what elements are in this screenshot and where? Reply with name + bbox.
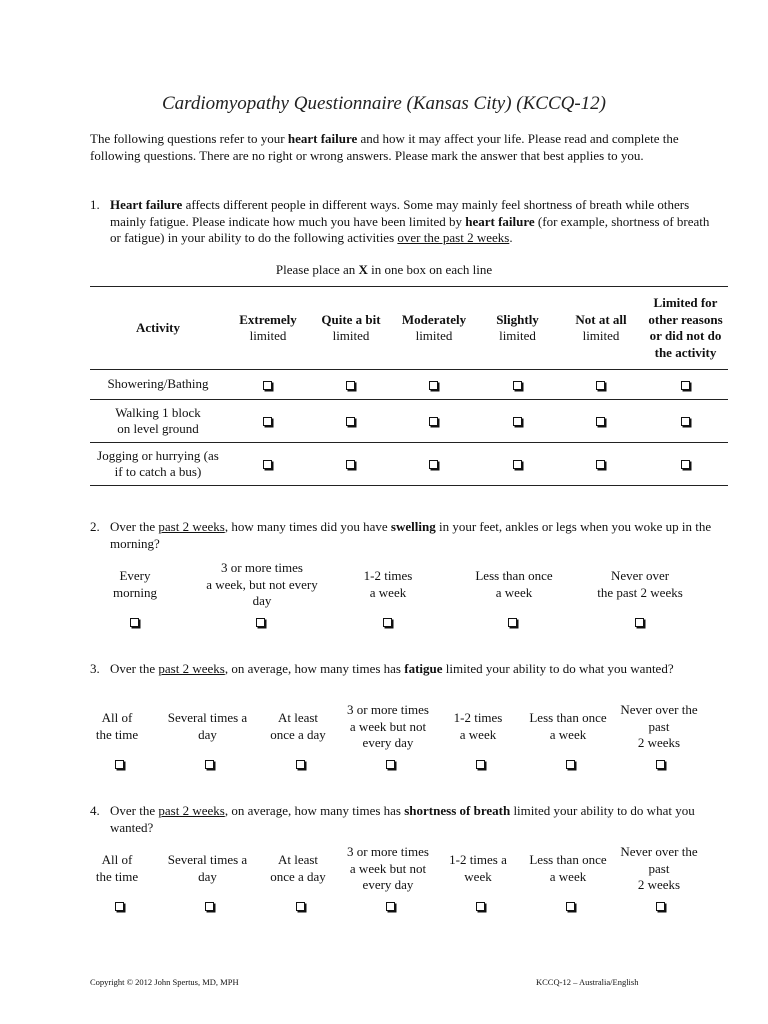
checkbox-q3-never[interactable]	[656, 760, 665, 769]
q4-checkbox-2-wrap	[205, 897, 215, 914]
option-3-or-more-times: 3 or more times a week but not every day	[347, 702, 429, 750]
q3-checkbox-5-wrap	[476, 755, 486, 772]
question-4: 4. Over the past 2 weeks, on average, how many times has shortness of breath limited your ability to do what you wanted?	[90, 803, 715, 836]
checkbox-slightly[interactable]	[513, 381, 522, 390]
footer-copyright: Copyright © 2012 John Spertus, MD, MPH	[90, 977, 239, 987]
q4-checkbox-1-wrap	[115, 897, 125, 914]
question-3: 3. Over the past 2 weeks, on average, how many times has fatigue limited your ability to do what you wanted?	[90, 661, 715, 678]
checkbox-q4-3-or-more[interactable]	[386, 902, 395, 911]
option-3-or-more-times: 3 or more times a week but not every day	[347, 844, 429, 892]
checkbox-q2-every-morning[interactable]	[130, 618, 139, 627]
activity-limitation-table	[90, 286, 728, 486]
q3-checkbox-4-wrap	[386, 755, 396, 772]
q2-checkbox-3-wrap	[383, 613, 393, 630]
col-header-extremely: Extremely limited	[226, 287, 310, 370]
table-row	[90, 400, 728, 443]
page-title: Cardiomyopathy Questionnaire (Kansas City) (KCCQ-12)	[161, 93, 606, 114]
checkbox-limited-other[interactable]	[681, 417, 690, 426]
q4-checkbox-7-wrap	[656, 897, 666, 914]
option-never-over: Never over the past 2 weeks	[620, 702, 698, 750]
checkbox-not-at-all[interactable]	[596, 417, 605, 426]
q3-checkbox-7-wrap	[656, 755, 666, 772]
checkbox-q3-at-least-once[interactable]	[296, 760, 305, 769]
option-several-times-a-day: Several times a day	[167, 710, 248, 742]
checkbox-q3-several-times[interactable]	[205, 760, 214, 769]
checkbox-quite-a-bit[interactable]	[346, 381, 355, 390]
col-header-quite-a-bit: Quite a bit limited	[310, 287, 392, 370]
option-1-2-times: 1-2 times a week	[363, 568, 413, 600]
col-header-not-at-all: Not at all limited	[559, 287, 643, 370]
option-less-than-once: Less than once a week	[529, 710, 607, 742]
col-header-limited-other: Limited for other reasons or did not do the activity	[643, 287, 728, 370]
checkbox-q3-all-of-the-time[interactable]	[115, 760, 124, 769]
checkbox-q4-all-of-the-time[interactable]	[115, 902, 124, 911]
table-row	[90, 443, 728, 486]
col-header-slightly: Slightly limited	[476, 287, 559, 370]
question-2-text: Over the past 2 weeks, how many times did you have swelling in your feet, ankles or legs when you woke up in the morning?	[110, 519, 712, 551]
q2-checkbox-5-wrap	[635, 613, 645, 630]
instruction-text: Please place an X in one box on each line	[275, 262, 493, 277]
option-all-of-the-time: All of the time	[95, 852, 139, 884]
question-1: 1. Heart failure affects different people in different ways. Some may mainly feel shortness of breath while others mainly fatigue. Please indicate how much you have been limited by heart failure (for example, shortness of breath or fatigue) in your ability to do the following activities over the past 2 weeks.	[90, 197, 715, 247]
question-2: 2. Over the past 2 weeks, how many times did you have swelling in your feet, ankles or legs when you woke up in the morning?	[90, 519, 715, 552]
option-at-least-once-a-day: At least once a day	[270, 710, 326, 742]
activity-label: Showering/Bathing	[107, 376, 209, 392]
question-1-text: Heart failure affects different people in different ways. Some may mainly feel shortness of breath while others mainly fatigue. Please indicate how much you have been limited by heart failure (for example, shortness of breath or fatigue) in your ability to do the following activities over the past 2 weeks.	[110, 197, 710, 245]
q4-checkbox-4-wrap	[386, 897, 396, 914]
activity-label: Walking 1 block on level ground	[115, 404, 201, 436]
checkbox-q4-never[interactable]	[656, 902, 665, 911]
q4-checkbox-3-wrap	[296, 897, 306, 914]
checkbox-extremely[interactable]	[263, 381, 272, 390]
q2-checkbox-1-wrap	[130, 613, 140, 630]
table-header-row	[90, 287, 728, 370]
option-every-morning: Every morning	[112, 568, 158, 600]
q3-checkbox-1-wrap	[115, 755, 125, 772]
checkbox-quite-a-bit[interactable]	[346, 417, 355, 426]
checkbox-q4-1-2-times[interactable]	[476, 902, 485, 911]
checkbox-slightly[interactable]	[513, 417, 522, 426]
checkbox-q2-less-than-once[interactable]	[508, 618, 517, 627]
checkbox-limited-other[interactable]	[681, 381, 690, 390]
checkbox-q4-less-than-once[interactable]	[566, 902, 575, 911]
q4-checkbox-6-wrap	[566, 897, 576, 914]
checkbox-moderately[interactable]	[429, 460, 438, 469]
table-row	[90, 370, 728, 400]
q3-checkbox-2-wrap	[205, 755, 215, 772]
checkbox-q4-at-least-once[interactable]	[296, 902, 305, 911]
intro-paragraph: The following questions refer to your heart failure and how it may affect your life. Please read and complete the following questions. There are no right or wrong answers. Please mark the answer that best applies to you.	[90, 131, 679, 163]
q2-checkbox-2-wrap	[256, 613, 266, 630]
option-1-2-times: 1-2 times a week	[453, 710, 503, 742]
col-header-activity: Activity	[90, 287, 226, 370]
option-never-over: Never over the past 2 weeks	[620, 844, 698, 892]
q4-checkbox-5-wrap	[476, 897, 486, 914]
checkbox-q3-less-than-once[interactable]	[566, 760, 575, 769]
checkbox-limited-other[interactable]	[681, 460, 690, 469]
option-at-least-once-a-day: At least once a day	[270, 852, 326, 884]
q2-checkbox-4-wrap	[508, 613, 518, 630]
option-all-of-the-time: All of the time	[95, 710, 139, 742]
checkbox-q2-never[interactable]	[635, 618, 644, 627]
checkbox-q4-several-times[interactable]	[205, 902, 214, 911]
option-3-or-more-times: 3 or more times a week, but not every day	[206, 560, 318, 608]
question-3-text: Over the past 2 weeks, on average, how many times has fatigue limited your ability to do what you wanted?	[110, 661, 674, 676]
footer-version: KCCQ-12 – Australia/English	[536, 977, 639, 987]
option-less-than-once: Less than once a week	[529, 852, 607, 884]
checkbox-q2-3-or-more[interactable]	[256, 618, 265, 627]
checkbox-q3-1-2-times[interactable]	[476, 760, 485, 769]
checkbox-moderately[interactable]	[429, 417, 438, 426]
checkbox-not-at-all[interactable]	[596, 460, 605, 469]
option-several-times-a-day: Several times a day	[167, 852, 248, 884]
option-never-over: Never over the past 2 weeks	[597, 568, 683, 600]
q3-checkbox-3-wrap	[296, 755, 306, 772]
checkbox-q2-1-2-times[interactable]	[383, 618, 392, 627]
question-4-text: Over the past 2 weeks, on average, how many times has shortness of breath limited your ability to do what you wanted?	[110, 803, 695, 835]
checkbox-extremely[interactable]	[263, 417, 272, 426]
option-1-2-times-a-week: 1-2 times a week	[449, 852, 507, 884]
col-header-moderately: Moderately limited	[392, 287, 476, 370]
q3-checkbox-6-wrap	[566, 755, 576, 772]
checkbox-quite-a-bit[interactable]	[346, 460, 355, 469]
checkbox-slightly[interactable]	[513, 460, 522, 469]
activity-label: Jogging or hurrying (as if to catch a bus)	[97, 447, 219, 479]
checkbox-not-at-all[interactable]	[596, 381, 605, 390]
checkbox-q3-3-or-more[interactable]	[386, 760, 395, 769]
checkbox-moderately[interactable]	[429, 381, 438, 390]
option-less-than-once: Less than once a week	[475, 568, 553, 600]
checkbox-extremely[interactable]	[263, 460, 272, 469]
